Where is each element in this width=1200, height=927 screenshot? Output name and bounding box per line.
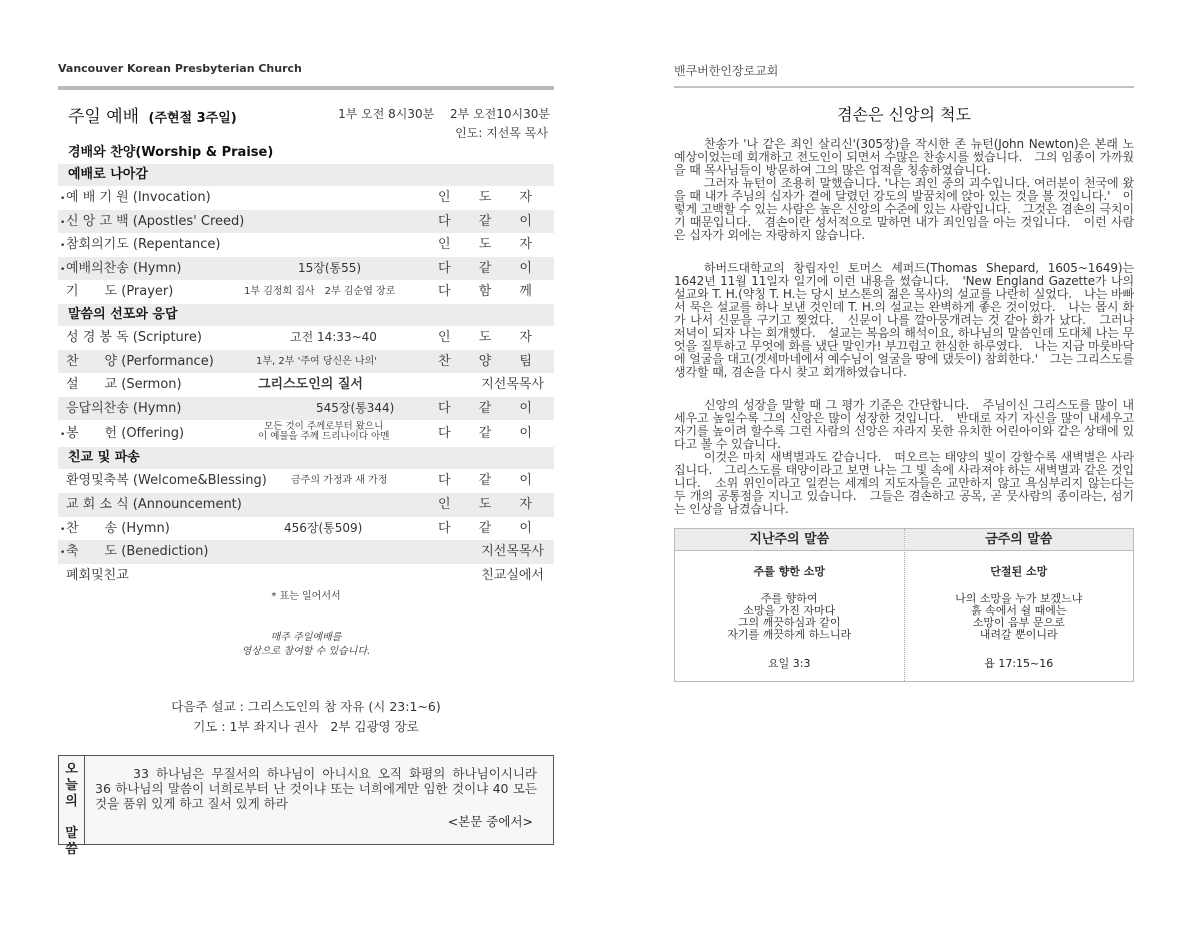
order-leader: 찬 양 팀 xyxy=(438,353,544,369)
order-detail: 456장(통509) xyxy=(284,520,363,535)
order-detail: 고전 14:33~40 xyxy=(290,329,377,344)
order-item: 응답의찬송 (Hymn) xyxy=(66,400,182,416)
verse-line: 주를 향하여 xyxy=(760,592,818,605)
bulletin-left-page xyxy=(58,62,554,858)
order-row xyxy=(58,564,554,588)
standing-mark: • xyxy=(60,217,66,228)
order-row xyxy=(58,280,554,304)
standing-mark: • xyxy=(60,524,66,535)
label-char: 오 xyxy=(65,762,78,778)
order-detail: 금주의 가정과 새 가정 xyxy=(291,475,388,487)
order-item: 예배의찬송 (Hymn) xyxy=(66,260,182,276)
bulletin-right-page xyxy=(674,62,1134,682)
this-week-reference: 욥 17:15~16 xyxy=(984,657,1054,670)
section-heading-approach: 예배로 나아감 xyxy=(58,164,554,186)
order-row xyxy=(58,210,554,234)
presider: 인도: 지선목 목사 xyxy=(455,126,548,140)
today-word-source: <본문 중에서> xyxy=(447,814,533,830)
today-word-label xyxy=(59,756,85,858)
scripture-verses-box xyxy=(674,528,1134,682)
standing-mark: • xyxy=(60,548,66,559)
last-week-reference: 요일 3:3 xyxy=(768,657,811,670)
today-word-text: 33 하나님은 무질서의 하나님이 아니시요 오직 화평의 하나님이시니라 36 하나님의 말씀이 너희로부터 난 것이냐 또는 너희에게만 임한 것이냐 40 모든 것을 품위 있게 하고 질서 있게 하라 xyxy=(95,766,550,812)
today-word-box xyxy=(58,755,554,858)
article-paragraph: 신앙의 성장을 말할 때 그 평가 기준은 간단합니다. 주님이신 그리스도를 많이 내세우고 높일수록 그의 신앙은 많이 성장한 것입니다. 반대로 자기 자신을 많이 내세우고 자기를 높이려 할수록 그런 사람의 신앙은 자라지 못한 유치한 어린아이와 같은 상태에 있다고 볼 수 있습니다. xyxy=(674,398,1134,451)
service-header xyxy=(58,100,554,128)
order-item: 찬 양 (Performance) xyxy=(66,353,214,369)
order-item: 폐회및친교 xyxy=(66,567,129,583)
order-leader: 다 같 이 xyxy=(438,400,544,416)
order-item: 설 교 (Sermon) xyxy=(66,377,182,393)
worship-heading: 경배와 찬양(Worship & Praise) xyxy=(68,145,274,160)
order-leader: 지선목목사 xyxy=(481,377,544,393)
order-item: 축 도 (Benediction) xyxy=(66,544,209,560)
order-row xyxy=(58,469,554,493)
this-week-heading: 금주의 말씀 xyxy=(905,529,1134,551)
article-paragraph: 그러자 뉴턴이 조용히 말했습니다. '나는 죄인 중의 괴수입니다. 여러분이 천국에 왔을 때 내가 주님의 십자가 곁에 달렸던 강도의 발꿈치에 앉아 있는 것을 볼 것입니다.' 이렇게 고백할 수 있는 사람은 높은 신앙의 수준에 있는 사람입니다. 그것은 겸손의 극치이기 때문입니다. 겸손이란 성서적으로 말하면 내가 죄인임을 아는 것입니다. 이런 사람은 십자가 외에는 자랑하지 않습니다. xyxy=(674,176,1134,242)
standing-mark: • xyxy=(60,194,66,204)
order-item: 찬 송 (Hymn) xyxy=(66,520,170,536)
next-week-info xyxy=(58,697,554,737)
church-name-korean: 밴쿠버한인장로교회 xyxy=(674,64,779,78)
verse-line: 그의 깨끗하심과 같이 xyxy=(737,616,841,629)
last-week-title: 주를 향한 소망 xyxy=(753,565,825,578)
service-subtitle: (주현절 3주일) xyxy=(148,111,237,126)
online-note-line-2: 영상으로 참여할 수 있습니다. xyxy=(241,646,371,658)
article-title: 겸손은 신앙의 척도 xyxy=(837,105,971,124)
order-leader: 친교실에서 xyxy=(481,567,544,583)
order-leader: 지선목목사 xyxy=(481,544,544,560)
offering-prayer: 모든 것이 주께로부터 왔으니 이 예물을 주께 드리나이다 아멘 xyxy=(258,421,390,443)
article-paragraph: 하버드대학교의 창립자인 토머스 셰퍼드(Thomas Shepard, 1605~1649)는 1642년 11월 11일자 일기에 이런 내용을 썼습니다. 'New England Gazette가 나의 설교와 T. H.(약칭 T. H.는 당시 보스톤의 젊은 목사)의 설교를 나란히 실었다. 나는 바빠서 묵은 설교를 하나 보낸 것인데 T. H.의 설교는 완벽하게 좋은 것이었다. 나는 몹시 화가 나서 신문을 구기고 찢었다. 신문이 나를 깔아뭉개려는 것 같아 화가 났다. 그러나 저녁이 되자 나는 회개했다. 설교는 복음의 해석이요, 하나님의 말씀인데 도대체 나는 무엇을 질투하고 무엇에 화를 냈단 말인가! 부끄럽고 한심한 하루였다. 나는 지금 마룻바닥에 얼굴을 대고(겟세마네에서 예수님이 얼굴을 땅에 댔듯이) 참회한다.' 그는 그리스도를 생각할 때, 겸손을 다시 찾고 회개하였습니다. xyxy=(674,261,1134,379)
label-char: 늘 xyxy=(65,778,78,794)
this-week-title: 단절된 소망 xyxy=(990,565,1048,578)
label-char: 의 xyxy=(65,794,78,810)
standing-mark: • xyxy=(60,430,66,441)
order-item: 성 경 봉 독 (Scripture) xyxy=(66,329,202,345)
order-leader: 인 도 자 xyxy=(438,329,544,345)
order-row xyxy=(58,373,554,397)
order-row xyxy=(58,420,554,447)
order-detail: 545장(통344) xyxy=(316,400,395,415)
last-week-heading: 지난주의 말씀 xyxy=(675,529,904,551)
order-item: 예 배 기 원 (Invocation) xyxy=(66,190,211,205)
service-time-2: 2부 오전10시30분 xyxy=(450,107,550,121)
online-note-line-1: 매주 주일예배를 xyxy=(270,632,342,644)
order-item: 신 앙 고 백 (Apostles' Creed) xyxy=(66,213,245,229)
order-item: 환영및축복 (Welcome&Blessing) xyxy=(66,473,267,489)
order-item: 교 회 소 식 (Announcement) xyxy=(66,496,242,512)
order-row xyxy=(58,326,554,350)
order-row xyxy=(58,540,554,564)
order-item: 기 도 (Prayer) xyxy=(66,284,174,300)
order-row xyxy=(58,257,554,281)
article-body xyxy=(674,138,1134,516)
order-leader: 다 같 이 xyxy=(438,520,544,536)
this-week-text xyxy=(905,593,1134,641)
section-heading-word: 말씀의 선포와 응답 xyxy=(58,304,554,326)
sermon-title: 그리스도인의 질서 xyxy=(258,377,363,393)
section-heading-fellowship: 친교 및 파송 xyxy=(58,447,554,469)
church-name-english: Vancouver Korean Presbyterian Church xyxy=(58,62,302,75)
order-leader: 다 같 이 xyxy=(438,426,544,442)
order-leader: 다 같 이 xyxy=(438,260,544,276)
order-row xyxy=(58,493,554,517)
label-char: 말 xyxy=(65,826,78,842)
this-week-verse xyxy=(904,529,1134,681)
last-week-text xyxy=(675,593,904,641)
order-leader: 다 같 이 xyxy=(438,213,544,229)
verse-line: 소망을 가진 자마다 xyxy=(743,604,836,617)
order-item: 봉 헌 (Offering) xyxy=(66,426,185,442)
standing-mark: • xyxy=(60,264,66,275)
order-leader: 인 도 자 xyxy=(438,496,544,512)
order-row xyxy=(58,233,554,257)
label-char xyxy=(59,810,84,826)
order-row xyxy=(58,350,554,374)
last-week-verse xyxy=(675,529,904,681)
verse-line: 소망이 음부 문으로 xyxy=(972,616,1065,629)
verse-line: 흙 속에서 쉴 때에는 xyxy=(971,604,1067,617)
order-leader: 인 도 자 xyxy=(438,237,544,253)
order-detail: 1부 김정희 집사 2부 김순엽 장로 xyxy=(244,286,396,298)
service-title-main: 주일 예배 xyxy=(68,107,140,127)
label-char: 씀 xyxy=(65,842,78,858)
verse-line: 내려갈 뿐이니라 xyxy=(979,628,1058,641)
article-paragraph: 찬송가 '나 같은 죄인 살리신'(305장)을 작시한 존 뉴턴(John Newton)은 본래 노예상이었는데 회개하고 전도인이 되면서 수많은 찬송시를 썼습니다. 그의 임종이 가까웠을 때 목사님들이 방문하여 그의 많은 업적을 칭송하였습니다. xyxy=(674,137,1134,177)
order-leader: 다 함 께 xyxy=(438,284,544,300)
header-rule xyxy=(58,86,554,90)
order-row xyxy=(58,517,554,541)
service-title xyxy=(68,102,237,127)
service-times xyxy=(338,105,550,122)
next-prayer: 기도 : 1부 좌지나 권사 2부 김광영 장로 xyxy=(193,719,419,735)
order-leader: 다 같 이 xyxy=(438,473,544,489)
standing-mark: • xyxy=(60,241,66,252)
verse-line: 자기를 깨끗하게 하느니라 xyxy=(727,628,852,641)
header-rule xyxy=(674,86,1134,88)
order-row xyxy=(58,186,554,210)
verse-line: 나의 소망을 누가 보겠느냐 xyxy=(955,592,1083,605)
order-item: 참회의기도 (Repentance) xyxy=(66,237,221,253)
article-paragraph: 이것은 마치 새벽별과도 같습니다. 떠오르는 태양의 빛이 강할수록 새벽별은 사라집니다. 그리스도를 태양이라고 보면 나는 그 빛 속에 사라져야 하는 새벽별과 같은 것입니다. 소위 위인이라고 일컫는 세계의 지도자들은 교만하지 않고 욕심부리지 않는다는 두 개의 공통점을 지니고 있습니다. 그들은 겸손하고 공목, 곧 뭇사람의 종이라는, 섬기는 인상을 남겼습니다. xyxy=(674,450,1134,516)
online-worship-note xyxy=(58,631,554,659)
order-leader: 인 도 자 xyxy=(438,190,544,205)
order-detail: 1부, 2부 '주여 당신은 나의' xyxy=(256,355,378,367)
order-row xyxy=(58,397,554,421)
order-detail: 15장(통55) xyxy=(298,260,362,275)
service-time-1: 1부 오전 8시30분 xyxy=(338,107,435,121)
standing-note: * 표는 일어서서 xyxy=(271,591,341,603)
next-sermon: 다음주 설교 : 그리스도인의 참 자유 (시 23:1~6) xyxy=(171,699,441,715)
